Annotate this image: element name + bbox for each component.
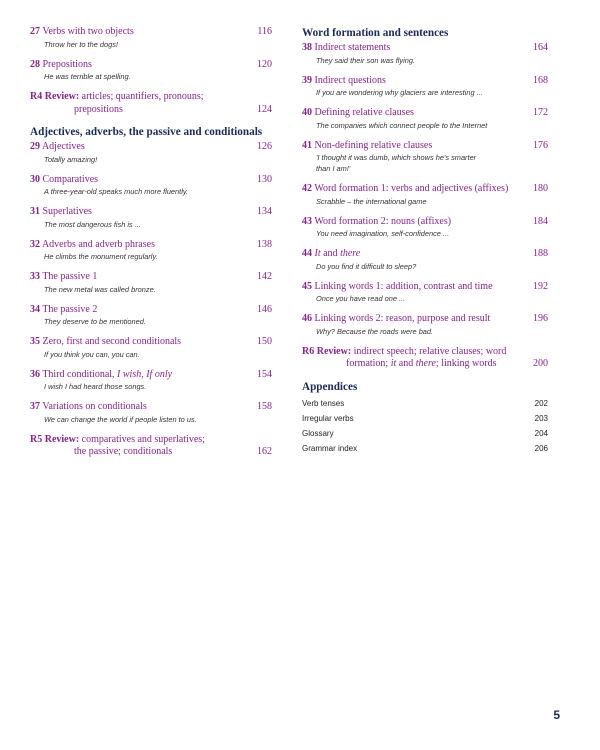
unit-number: 29 <box>30 141 40 152</box>
section-heading-appendices: Appendices <box>302 380 358 393</box>
toc-entry-43[interactable] <box>302 216 548 240</box>
unit-number: 44 <box>302 248 312 259</box>
unit-title: Adverbs and adverb phrases <box>41 238 155 250</box>
unit-title: Indirect statements <box>314 42 391 53</box>
unit-title: Third conditional, <box>42 368 118 380</box>
appendix-label: Grammar index <box>302 443 358 453</box>
review-line-1: comparatives and superlatives; <box>81 433 205 445</box>
appendix-page: 206 <box>534 443 548 453</box>
toc-entry-32[interactable] <box>30 239 272 263</box>
toc-entry-36[interactable] <box>30 369 272 393</box>
toc-entry-45[interactable] <box>302 281 548 305</box>
toc-entry-29[interactable] <box>30 141 272 165</box>
unit-example: Once you have read one ... <box>316 294 406 303</box>
toc-review-r4[interactable] <box>30 91 272 116</box>
unit-page: 168 <box>533 74 548 86</box>
unit-page: 142 <box>257 271 272 282</box>
unit-title: The passive 2 <box>42 303 98 315</box>
unit-example: I wish I had heard those songs. <box>44 382 147 391</box>
unit-page: 184 <box>533 215 548 227</box>
unit-title: Indirect questions <box>314 74 386 86</box>
unit-example: If you are wondering why glaciers are interesting ... <box>316 88 483 97</box>
unit-example: The new metal was called bronze. <box>44 284 156 294</box>
unit-title: Superlatives <box>42 206 92 217</box>
unit-title: Zero, first and second conditionals <box>42 336 182 347</box>
unit-number: 31 <box>30 206 40 217</box>
unit-number: 33 <box>30 271 40 282</box>
unit-number: 43 <box>302 215 312 227</box>
unit-example: They said their son was flying. <box>316 55 415 65</box>
appendix-label: Verb tenses <box>302 398 345 408</box>
unit-title: and <box>320 248 341 259</box>
review-label: R5 Review: <box>30 433 80 445</box>
contents-right-column <box>302 26 548 458</box>
unit-number: 34 <box>30 303 40 315</box>
unit-page: 176 <box>533 139 548 151</box>
review-line-2: the passive; conditionals <box>74 446 173 457</box>
appendix-label: Irregular verbs <box>302 413 354 423</box>
unit-number: 42 <box>302 183 312 194</box>
unit-example: Why? Because the roads were bad. <box>316 326 434 336</box>
unit-page: 164 <box>533 42 548 53</box>
unit-title: Linking words 1: addition, contrast and time <box>314 280 493 292</box>
review-keyword: it <box>390 358 397 369</box>
unit-page: 150 <box>257 336 272 347</box>
appendix-item[interactable] <box>302 443 548 454</box>
contents-left-column <box>30 26 272 468</box>
unit-example: A three-year-old speaks much more fluently. <box>44 187 189 196</box>
unit-number: 27 <box>30 26 40 37</box>
appendices-list <box>302 398 548 454</box>
unit-page: 134 <box>257 206 272 217</box>
toc-entry-40[interactable] <box>302 107 548 131</box>
appendix-page: 202 <box>534 398 548 408</box>
unit-title: The passive 1 <box>42 271 98 282</box>
unit-example: The most dangerous fish is ... <box>44 219 141 229</box>
page-number: 5 <box>553 708 560 722</box>
unit-title: Non-defining relative clauses <box>314 139 433 151</box>
section-heading-adjectives: Adjectives, adverbs, the passive and conditionals <box>30 126 263 138</box>
unit-title: Linking words 2: reason, purpose and result <box>314 313 491 324</box>
toc-entry-38[interactable] <box>302 42 548 66</box>
unit-example: Totally amazing! <box>44 154 98 164</box>
unit-title-keyword: It <box>314 248 321 259</box>
review-label: R6 Review: <box>302 345 352 357</box>
unit-page: 172 <box>533 107 548 118</box>
unit-page: 180 <box>533 183 548 194</box>
unit-example: Scrabble – the international game <box>316 196 427 206</box>
appendix-item[interactable] <box>302 398 548 409</box>
review-line-2: and <box>396 358 416 369</box>
review-page: 200 <box>533 358 548 369</box>
review-page: 124 <box>257 103 272 115</box>
review-line-1: indirect speech; relative clauses; word <box>353 345 507 357</box>
unit-page: 154 <box>257 368 272 380</box>
unit-example: Do you find it difficult to sleep? <box>316 261 417 271</box>
toc-entry-31[interactable] <box>30 206 272 230</box>
unit-title: Word formation 1: verbs and adjectives (affixes) <box>314 183 509 194</box>
unit-example: We can change the world if people listen to us. <box>44 414 197 424</box>
appendix-item[interactable] <box>302 428 548 439</box>
unit-page: 120 <box>257 58 272 70</box>
unit-title: Comparatives <box>42 173 99 185</box>
unit-number: 45 <box>302 280 312 292</box>
unit-example: He was terrible at spelling. <box>44 72 131 81</box>
unit-title: Defining relative clauses <box>314 107 414 118</box>
toc-entry-27[interactable] <box>30 26 272 50</box>
unit-title: Adjectives <box>41 141 85 152</box>
review-line-2: formation; <box>346 358 391 369</box>
unit-number: 46 <box>302 313 312 324</box>
unit-title-keyword: there <box>340 248 361 259</box>
unit-number: 38 <box>302 42 312 53</box>
unit-page: 130 <box>257 173 272 185</box>
section-heading-word-formation: Word formation and sentences <box>302 27 449 39</box>
appendix-item[interactable] <box>302 413 548 424</box>
unit-page: 116 <box>257 26 272 37</box>
toc-entry-42[interactable] <box>302 183 548 207</box>
toc-review-r6[interactable] <box>302 346 548 371</box>
toc-entry-33[interactable] <box>30 271 272 295</box>
unit-page: 146 <box>257 303 272 315</box>
unit-page: 192 <box>533 280 548 292</box>
toc-entry-37[interactable] <box>30 401 272 425</box>
review-label: R4 Review: <box>30 91 80 102</box>
unit-page: 138 <box>257 238 272 250</box>
unit-number: 36 <box>30 368 40 380</box>
unit-example: 'I thought it was dumb, which shows he's smarter <box>316 153 477 162</box>
toc-entry-35[interactable] <box>30 336 272 360</box>
unit-page: 158 <box>257 401 272 412</box>
toc-entry-34[interactable] <box>30 304 272 328</box>
unit-number: 41 <box>302 139 312 151</box>
unit-title: Word formation 2: nouns (affixes) <box>314 215 452 227</box>
unit-number: 37 <box>30 401 40 412</box>
unit-number: 40 <box>302 107 312 118</box>
unit-page: 196 <box>533 313 548 324</box>
unit-example: Throw her to the dogs! <box>44 39 118 49</box>
toc-entry-46[interactable] <box>302 313 548 337</box>
unit-number: 39 <box>302 74 312 86</box>
toc-entry-41[interactable] <box>302 140 548 175</box>
appendix-page: 204 <box>534 428 548 438</box>
toc-entry-44[interactable] <box>302 248 548 272</box>
review-line-1: articles; quantifiers, pronouns; <box>81 91 204 102</box>
unit-example-continued: than I am!' <box>316 164 351 173</box>
unit-number: 28 <box>30 58 40 70</box>
unit-example: They deserve to be mentioned. <box>44 317 146 326</box>
unit-title: Variations on conditionals <box>42 401 147 412</box>
unit-title-keyword: I wish, If only <box>117 368 173 380</box>
review-keyword: there <box>415 358 436 369</box>
unit-number: 35 <box>30 336 40 347</box>
toc-entry-39[interactable] <box>302 75 548 99</box>
unit-title: Prepositions <box>42 58 92 70</box>
toc-review-r5[interactable] <box>30 434 272 459</box>
unit-example: He climbs the monument regularly. <box>44 252 158 261</box>
toc-entry-30[interactable] <box>30 174 272 198</box>
unit-page: 188 <box>533 248 548 259</box>
unit-example: If you think you can, you can. <box>44 349 140 359</box>
unit-example: You need imagination, self-confidence ... <box>316 229 450 238</box>
unit-example: The companies which connect people to the Internet <box>316 120 488 130</box>
toc-entry-28[interactable] <box>30 59 272 83</box>
appendix-page: 203 <box>534 413 548 423</box>
review-line-2: ; linking words <box>435 358 497 369</box>
unit-page: 126 <box>257 141 272 152</box>
unit-title: Verbs with two objects <box>42 26 134 37</box>
review-line-2: prepositions <box>74 103 123 115</box>
review-page: 162 <box>257 446 272 457</box>
appendix-label: Glossary <box>302 428 334 438</box>
unit-number: 30 <box>30 173 40 185</box>
unit-number: 32 <box>30 238 40 250</box>
